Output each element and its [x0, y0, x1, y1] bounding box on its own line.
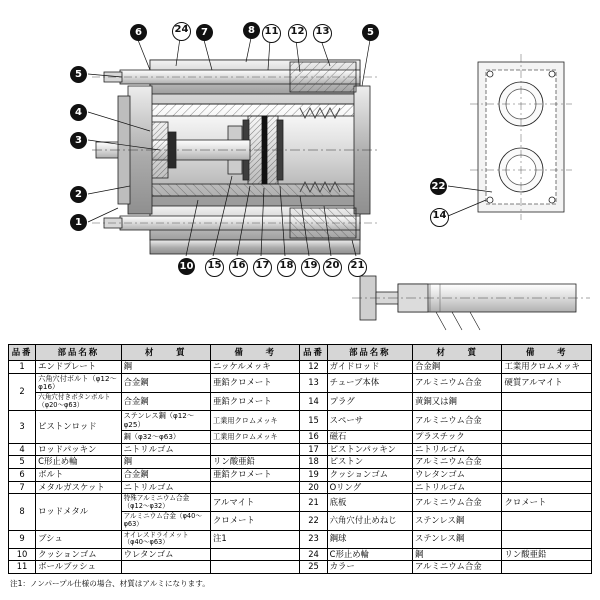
callout-1: 1	[70, 214, 87, 231]
table-row	[9, 411, 592, 431]
callout-5-left: 5	[70, 66, 87, 83]
cell-remarks: ニッケルメッキ	[211, 361, 300, 374]
parts-table-wrapper	[8, 344, 592, 574]
table-row	[9, 361, 592, 374]
th-name-right: 部品名称	[327, 345, 412, 361]
cell-remarks: 工業用クロムメッキ	[211, 430, 300, 443]
th-name-left: 部品名称	[36, 345, 121, 361]
cell-name: 六角穴付止めねじ	[327, 512, 412, 530]
cell-no: 3	[9, 411, 36, 443]
cell-no: 21	[300, 494, 327, 512]
callout-5-top: 5	[362, 24, 379, 41]
table-row	[9, 393, 592, 411]
callout-7: 7	[196, 24, 213, 41]
cell-material: アルミニウム合金	[413, 456, 502, 469]
callout-18: 18	[277, 258, 296, 277]
cell-no: 13	[300, 373, 327, 393]
table-row	[9, 494, 592, 512]
cell-remarks: 注1	[211, 530, 300, 548]
cell-remarks	[502, 430, 592, 443]
cell-no: 20	[300, 481, 327, 494]
cell-no: 2	[9, 373, 36, 411]
table-row	[9, 468, 592, 481]
cell-name: エンドプレート	[36, 361, 121, 374]
cell-material: ニトリルゴム	[121, 443, 210, 456]
cell-no: 5	[9, 456, 36, 469]
table-row	[9, 481, 592, 494]
cell-name: メタルガスケット	[36, 481, 121, 494]
callout-21: 21	[348, 258, 367, 277]
cell-no: 24	[300, 548, 327, 561]
cell-material: 合金鋼	[121, 393, 210, 411]
cell-material: オイレスドライメット（φ40～φ63）	[121, 530, 210, 548]
cell-material: ステンレス鋼	[413, 512, 502, 530]
cell-no: 8	[9, 494, 36, 530]
cell-no: 15	[300, 411, 327, 431]
cell-remarks	[502, 561, 592, 574]
cell-name: 磁石	[327, 430, 412, 443]
cell-name: クッションゴム	[327, 468, 412, 481]
cell-name: ボルト	[36, 468, 121, 481]
cell-remarks	[502, 481, 592, 494]
table-header-row	[9, 345, 592, 361]
cell-material: ウレタンゴム	[413, 468, 502, 481]
callout-13: 13	[313, 24, 332, 43]
cell-name: 底板	[327, 494, 412, 512]
cell-no: 19	[300, 468, 327, 481]
cell-material: 黄銅又は鋼	[413, 393, 502, 411]
cell-remarks	[502, 456, 592, 469]
cell-name: 六角穴付ボルト（φ12～φ16）	[36, 373, 121, 393]
cell-name: 鋼球	[327, 530, 412, 548]
th-no-left: 品番	[9, 345, 36, 361]
cell-material: 鋼	[121, 456, 210, 469]
cell-remarks	[211, 443, 300, 456]
callout-17: 17	[253, 258, 272, 277]
th-material-left: 材 質	[121, 345, 210, 361]
cell-remarks: アルマイト	[211, 494, 300, 512]
cell-no: 22	[300, 512, 327, 530]
cell-no: 10	[9, 548, 36, 561]
callout-3: 3	[70, 132, 87, 149]
table-row	[9, 443, 592, 456]
cell-remarks: クロメート	[502, 494, 592, 512]
cell-material: ステンレス鋼（φ12～φ25）	[121, 411, 210, 431]
cell-name: ピストンパッキン	[327, 443, 412, 456]
cell-material: 鋼（φ32～φ63）	[121, 430, 210, 443]
cell-name: ボールブッシュ	[36, 561, 121, 574]
cell-remarks: 亜鉛クロメート	[211, 373, 300, 393]
cell-material: プラスチック	[413, 430, 502, 443]
table-row	[9, 530, 592, 548]
cell-material: 合金鋼	[121, 373, 210, 393]
cell-remarks: 硬質アルマイト	[502, 373, 592, 393]
cell-no: 16	[300, 430, 327, 443]
table-row	[9, 561, 592, 574]
cell-remarks: クロメート	[211, 512, 300, 530]
cell-no: 17	[300, 443, 327, 456]
cell-remarks: リン酸亜鉛	[211, 456, 300, 469]
cell-name: ピストン	[327, 456, 412, 469]
cell-no: 14	[300, 393, 327, 411]
th-no-right: 品番	[300, 345, 327, 361]
cell-name: ピストンロッド	[36, 411, 121, 443]
cell-name: チューブ本体	[327, 373, 412, 393]
cell-name: 六角穴付きボタンボルト（φ20～φ63）	[36, 393, 121, 411]
cell-name: クッションゴム	[36, 548, 121, 561]
parts-table	[8, 344, 592, 574]
cell-material: ニトリルゴム	[413, 443, 502, 456]
cell-material: 特殊アルミニウム合金（φ12～φ32）	[121, 494, 210, 512]
cell-material	[121, 561, 210, 574]
cell-material: 鋼	[413, 548, 502, 561]
th-remarks-right: 備 考	[502, 345, 592, 361]
table-row	[9, 548, 592, 561]
cell-remarks: リン酸亜鉛	[502, 548, 592, 561]
callout-10: 10	[178, 258, 195, 275]
cell-no: 12	[300, 361, 327, 374]
cell-material: アルミニウム合金	[413, 411, 502, 431]
cell-no: 4	[9, 443, 36, 456]
cell-no: 1	[9, 361, 36, 374]
callout-16: 16	[229, 258, 248, 277]
cell-remarks	[502, 393, 592, 411]
cell-no: 18	[300, 456, 327, 469]
callout-22: 22	[430, 178, 447, 195]
callout-24: 24	[172, 22, 191, 41]
cell-material: ステンレス鋼	[413, 530, 502, 548]
cell-remarks	[502, 468, 592, 481]
callout-20: 20	[323, 258, 342, 277]
cell-remarks	[502, 512, 592, 530]
cell-remarks	[211, 561, 300, 574]
cell-material: アルミニウム合金	[413, 561, 502, 574]
cell-remarks	[502, 443, 592, 456]
cell-no: 23	[300, 530, 327, 548]
callout-6: 6	[130, 24, 147, 41]
cell-material: ニトリルゴム	[413, 481, 502, 494]
cell-material: ニトリルゴム	[121, 481, 210, 494]
th-material-right: 材 質	[413, 345, 502, 361]
cell-material: ウレタンゴム	[121, 548, 210, 561]
cell-material: 鋼	[121, 361, 210, 374]
cell-remarks: 工業用クロムメッキ	[211, 411, 300, 431]
callout-11: 11	[262, 24, 281, 43]
cell-remarks	[502, 411, 592, 431]
callout-19: 19	[301, 258, 320, 277]
callout-4: 4	[70, 104, 87, 121]
cell-material: アルミニウム合金（φ40～φ63）	[121, 512, 210, 530]
table-footnote: 注1：ノンパープル仕様の場合、材質はアルミになります。	[10, 579, 210, 588]
cell-material: アルミニウム合金	[413, 373, 502, 393]
cell-no: 11	[9, 561, 36, 574]
cell-remarks: 工業用クロムメッキ	[502, 361, 592, 374]
table-row	[9, 373, 592, 393]
callout-15: 15	[205, 258, 224, 277]
callout-8: 8	[243, 22, 260, 39]
cell-remarks: 亜鉛クロメート	[211, 393, 300, 411]
cell-name: ロッドメタル	[36, 494, 121, 530]
callout-12: 12	[288, 24, 307, 43]
cell-name: C形止め輪	[36, 456, 121, 469]
callout-14: 14	[430, 208, 449, 227]
table-row	[9, 456, 592, 469]
cell-remarks: 亜鉛クロメート	[211, 468, 300, 481]
cell-remarks	[211, 548, 300, 561]
cell-material: 合金鋼	[121, 468, 210, 481]
cell-name: ガイドロッド	[327, 361, 412, 374]
cell-remarks	[502, 530, 592, 548]
cell-remarks	[211, 481, 300, 494]
cell-no: 9	[9, 530, 36, 548]
cell-no: 25	[300, 561, 327, 574]
cell-name: スペーサ	[327, 411, 412, 431]
cell-name: カラー	[327, 561, 412, 574]
cell-material: アルミニウム合金	[413, 494, 502, 512]
cell-name: C形止め輪	[327, 548, 412, 561]
cell-name: ロッドパッキン	[36, 443, 121, 456]
th-remarks-left: 備 考	[211, 345, 300, 361]
cell-name: ブシュ	[36, 530, 121, 548]
cell-no: 7	[9, 481, 36, 494]
cell-no: 6	[9, 468, 36, 481]
cell-name: プラグ	[327, 393, 412, 411]
callout-2: 2	[70, 186, 87, 203]
cell-material: 合金鋼	[413, 361, 502, 374]
cell-name: Oリング	[327, 481, 412, 494]
